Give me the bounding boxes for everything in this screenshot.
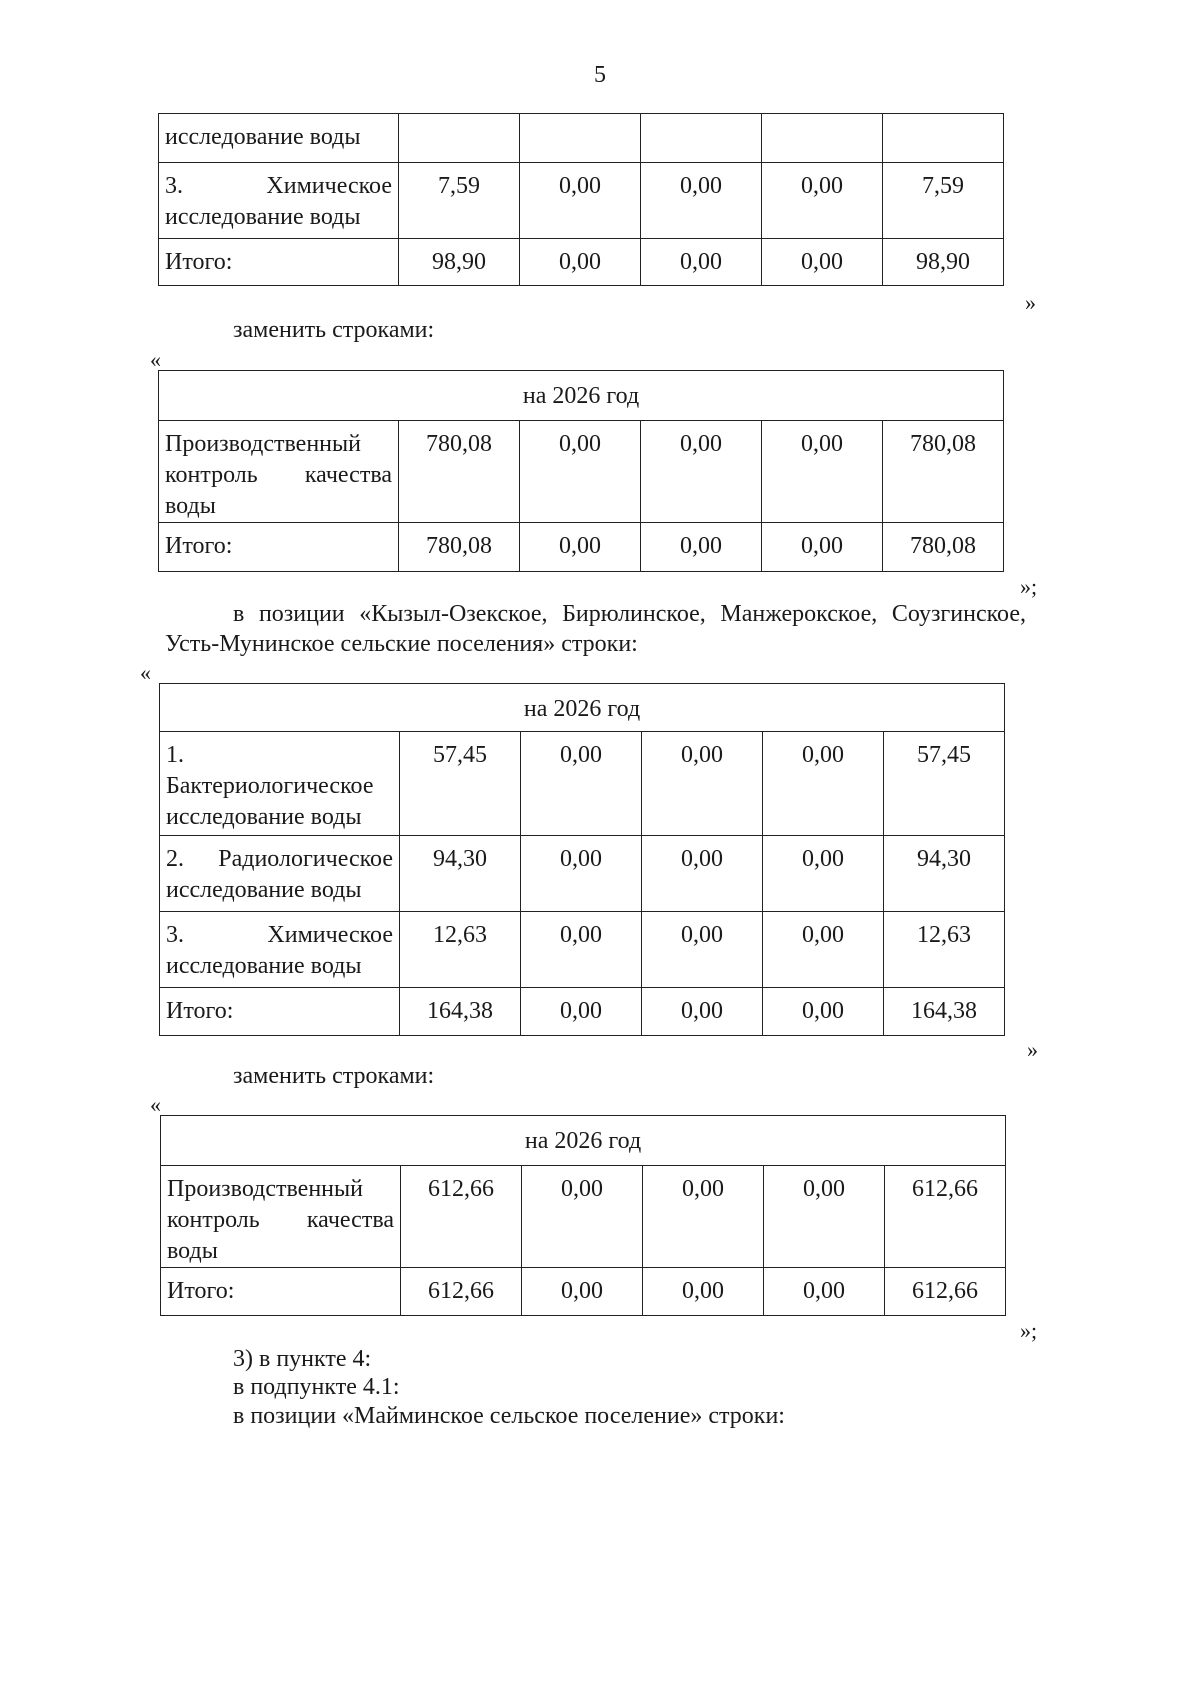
- table-header-row: [161, 1116, 1006, 1166]
- table-row: [159, 523, 1004, 572]
- cell-value: 0,00: [762, 523, 883, 572]
- cell-value: 0,00: [763, 988, 884, 1036]
- cell-value: 164,38: [400, 988, 521, 1036]
- cell-value: 0,00: [641, 163, 762, 239]
- cell-value: 0,00: [762, 421, 883, 523]
- cell-value: 12,63: [884, 912, 1005, 988]
- cell-value: 0,00: [642, 912, 763, 988]
- cell-value: 0,00: [642, 836, 763, 912]
- table-row: [159, 163, 1004, 239]
- cell-value: 12,63: [400, 912, 521, 988]
- row-label: 3. Химическое исследование воды: [159, 163, 399, 239]
- row-label: Итого:: [159, 523, 399, 572]
- page-number: 5: [594, 62, 606, 88]
- table-row: [160, 836, 1005, 912]
- cell-value: 0,00: [763, 836, 884, 912]
- cell-value: 780,08: [399, 421, 520, 523]
- cell-value: 780,08: [883, 523, 1004, 572]
- paragraph: в позиции «Майминское сельское поселение» строки:: [233, 1403, 785, 1429]
- cell-value: 0,00: [521, 988, 642, 1036]
- year-header: на 2026 год: [159, 371, 1004, 421]
- table-header-row: [159, 371, 1004, 421]
- cell-value: 0,00: [520, 163, 641, 239]
- paragraph: заменить строками:: [233, 317, 435, 343]
- cell-value: 7,59: [883, 163, 1004, 239]
- row-label: Производственный контроль качества воды: [161, 1166, 401, 1268]
- cell-value: 0,00: [764, 1268, 885, 1316]
- paragraph: в позиции «Кызыл-Озекское, Бирюлинское, Манжерокское, Соузгинское,: [233, 601, 1026, 627]
- cell-value: 98,90: [883, 239, 1004, 286]
- cell-value: 0,00: [522, 1268, 643, 1316]
- cell-value: 612,66: [401, 1166, 522, 1268]
- table-row: [161, 1166, 1006, 1268]
- row-label: Итого:: [161, 1268, 401, 1316]
- table-1: [158, 113, 1004, 286]
- row-label: Производственный контроль качества воды: [159, 421, 399, 523]
- table-row: [160, 988, 1005, 1036]
- cell-value: 0,00: [642, 988, 763, 1036]
- cell-value: 0,00: [521, 732, 642, 836]
- table-row: [161, 1268, 1006, 1316]
- row-label: исследование воды: [159, 114, 399, 163]
- cell-value: 0,00: [763, 912, 884, 988]
- table-2: [158, 370, 1004, 572]
- cell-value: 7,59: [399, 163, 520, 239]
- cell-value: 98,90: [399, 239, 520, 286]
- cell-value: 0,00: [641, 239, 762, 286]
- cell-value: 0,00: [764, 1166, 885, 1268]
- cell-value: 0,00: [520, 523, 641, 572]
- cell-value: 0,00: [643, 1166, 764, 1268]
- closing-quote: »: [1027, 1037, 1038, 1062]
- cell-value: 612,66: [401, 1268, 522, 1316]
- cell-value: 0,00: [762, 163, 883, 239]
- row-label: 1. Бактериологическое исследование воды: [160, 732, 400, 836]
- closing-quote: »;: [1020, 1318, 1038, 1343]
- opening-quote: «: [140, 660, 151, 685]
- row-label: Итого:: [159, 239, 399, 286]
- cell-value: 0,00: [520, 239, 641, 286]
- closing-quote: »;: [1020, 574, 1038, 599]
- cell-value: 94,30: [400, 836, 521, 912]
- cell-value: 780,08: [399, 523, 520, 572]
- paragraph: в подпункте 4.1:: [233, 1374, 400, 1400]
- paragraph: 3) в пункте 4:: [233, 1346, 372, 1372]
- table-row: [159, 239, 1004, 286]
- opening-quote: «: [150, 347, 161, 372]
- cell-value: 57,45: [884, 732, 1005, 836]
- table-row: [159, 421, 1004, 523]
- cell-value: 612,66: [885, 1268, 1006, 1316]
- cell-value: 0,00: [641, 421, 762, 523]
- cell-value: 0,00: [643, 1268, 764, 1316]
- cell-value: 57,45: [400, 732, 521, 836]
- cell-value: 0,00: [762, 239, 883, 286]
- cell-value: 94,30: [884, 836, 1005, 912]
- cell-value: 164,38: [884, 988, 1005, 1036]
- row-label: Итого:: [160, 988, 400, 1036]
- table-header-row: [160, 684, 1005, 732]
- cell-value: 0,00: [521, 912, 642, 988]
- closing-quote: »: [1025, 290, 1036, 315]
- paragraph: Усть-Мунинское сельские поселения» строки:: [165, 631, 638, 657]
- cell-value: 0,00: [763, 732, 884, 836]
- cell-value: 0,00: [642, 732, 763, 836]
- cell-value: 0,00: [641, 523, 762, 572]
- cell-value: 0,00: [521, 836, 642, 912]
- table-row: [160, 732, 1005, 836]
- cell-value: 612,66: [885, 1166, 1006, 1268]
- year-header: на 2026 год: [161, 1116, 1006, 1166]
- cell-value: 780,08: [883, 421, 1004, 523]
- year-header: на 2026 год: [160, 684, 1005, 732]
- table-4: [160, 1115, 1006, 1316]
- table-row: [160, 912, 1005, 988]
- row-label: 3. Химическое исследование воды: [160, 912, 400, 988]
- cell-value: 0,00: [520, 421, 641, 523]
- table-row: [159, 114, 1004, 163]
- row-label: 2. Радиологическое исследование воды: [160, 836, 400, 912]
- cell-value: 0,00: [522, 1166, 643, 1268]
- table-3: [159, 683, 1005, 1036]
- opening-quote: «: [150, 1092, 161, 1117]
- paragraph: заменить строками:: [233, 1063, 435, 1089]
